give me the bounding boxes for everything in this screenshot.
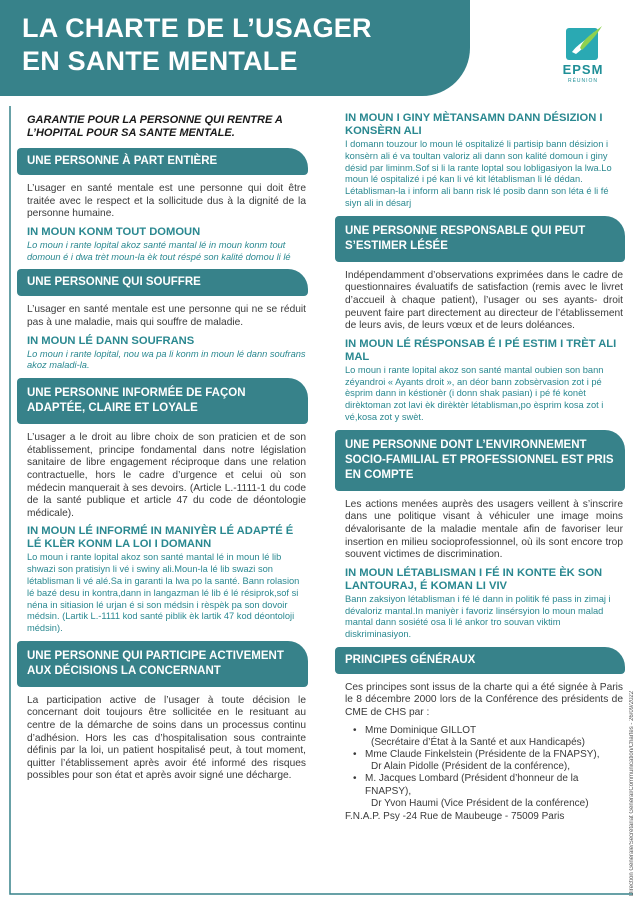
page-title bbox=[22, 12, 372, 78]
left-column bbox=[17, 114, 308, 788]
section-heading-principes: PRINCIPES GÉNÉRAUX bbox=[335, 647, 625, 674]
signatories-list bbox=[335, 725, 625, 810]
section-text: L’usager en santé mentale est une personne qui ne se réduit pas à une maladie, mais qui souffre de maladie. bbox=[27, 304, 306, 328]
section-heading-qui-souffre: UNE PERSONNE QUI SOUFFRE bbox=[17, 269, 308, 296]
right-column bbox=[335, 112, 625, 823]
creole-text: I domann touzour lo moun lé ospitalizé li partisip bann désizion i konsèrn ali é va toultan valoriz ali dann son kalité domoun i giny désid par liminm.Sof si li la rante loptal sou lobligasiyon la lwa.Lo moun lé ospitalizé i pé kan li vé kit létablisman li lé dédan. Létablisman-la i inform ali bann risk lé posib dann son léta é li fé siyn ali in désarj bbox=[345, 139, 612, 208]
section-text: L’usager en santé mentale est une personne qui doit être traitée avec le respect et la sollicitude dus à la dignité de la personne humaine. bbox=[27, 183, 306, 220]
creole-heading: IN MOUN LÉ RÉSPONSAB É I PÉ ESTIM I TRÈT ALI MAL bbox=[345, 337, 617, 363]
list-item: • Mme Dominique GILLOT bbox=[345, 725, 625, 737]
creole-heading: IN MOUN I GINY MÈTANSAMN DANN DÉSIZION I KONSÈRN ALI bbox=[345, 112, 603, 137]
logo-subtext: RÉUNION bbox=[567, 78, 599, 84]
list-item: Dr Alain Pidolle (Président de la conférence), bbox=[371, 761, 570, 773]
section-heading-informee: UNE PERSONNE INFORMÉE DE FAÇON ADAPTÉE, CLAIRE ET LOYALE bbox=[17, 378, 308, 424]
list-item: (Secrétaire d’État à la Santé et aux Handicapés) bbox=[371, 736, 586, 748]
epsm-logo bbox=[548, 22, 618, 98]
bird-logo-icon bbox=[558, 22, 606, 62]
section-heading-environnement: UNE PERSONNE DONT L’ENVIRONNEMENT SOCIO-FAMILIAL ET PROFESSIONNEL EST PRIS EN COMPTE bbox=[335, 430, 625, 491]
creole-text: Lo moun i rante lopital akoz santé mantal lé in moun konm tout domoun é i dwa trèt moun-la èk tout réspé son kalité domou li lé bbox=[27, 239, 291, 262]
list-item: • M. Jacques Lombard (Président d’honneur de la FNAPSY), bbox=[345, 773, 625, 797]
creole-heading: IN MOUN LÉ DANN SOUFRANS bbox=[27, 334, 195, 347]
section-text: Les actions menées auprès des usagers veillent à s’inscrire dans une politique visant à véhiculer une image moins dévalorisante de la maladie mentale afin de favoriser leur insertion en milieu socioprofessionnel, où ils sont encore trop souvent victimes de discrimination. bbox=[345, 498, 623, 561]
creole-heading: IN MOUN LÉ INFORMÉ IN MANIYÈR LÉ ADAPTÉ É LÉ KLÈR KONM LA LOI I DOMANN bbox=[27, 525, 294, 551]
creole-heading: IN MOUN KONM TOUT DOMOUN bbox=[27, 225, 201, 238]
creole-heading: IN MOUN LÉTABLISMAN I FÉ IN KONTE ÈK SON LANTOURAJ, É KOMAN LI VIV bbox=[345, 566, 603, 592]
creole-text: Lo moun i rante lopital akoz son santé mantal lé in moun lé lib shwazi son pratisiyn li vé i swiny ali.Moun-la lé lib swazi son létablisman li vé alé.Sa in garanti la lwa po la santé. Bann rolasion lé bazé desu in kontra,dann in langazman lé lib é lé résiprok,sof si néna in sitiasion lé urjan é si son médsin i rèspèk pa son dovoir médsin. (Lartik L.-1111 kod santé piblik èk lartik 47 kod déontoloji médsin). bbox=[27, 552, 300, 634]
creole-text: Bann zaksiyon létablisman i fé lé dann in politik fé pass in zimaj i dévaloriz mantal.In maniyèr i favoriz linsérsyion lo moun malad mantal dann sosiété osa li lé ankor tro souvan viktim diskriminasiyon. bbox=[345, 593, 611, 640]
section-text: Indépendamment d’observations exprimées dans le cadre de questionnaires évaluatifs de satisfaction (remis avec le livret d’accueil à chaque patient), l’usager ou ses ayants- droit peuvent faire part directement au directeur de l’établissement de leurs avis, de leurs vœux et de leurs doléances. bbox=[345, 269, 623, 332]
list-item: • Mme Claude Finkelstein (Présidente de la FNAPSY), bbox=[345, 749, 625, 761]
section-text: La participation active de l’usager à toute décision le concernant doit toujours être sollicitée en le resituant au centre de la démarche de soins dans un processus continu d’adhésion. Hors les cas d’hospitalisation sous contrainte définis par la loi, un patient hospitalisé peut, à tout moment, quitter l’établissement après avoir été informé des risques possibles pour son état et après avoir signé une décharge. bbox=[27, 694, 306, 782]
creole-text: Lo moun i rante lopital, nou wa pa li konm in moun lé dann soufrans akoz maladi-la. bbox=[27, 348, 306, 371]
intro-text: GARANTIE POUR LA PERSONNE QUI RENTRE A L’HOPITAL POUR SA SANTE MENTALE. bbox=[27, 114, 283, 139]
footer-address: F.N.A.P. Psy -24 Rue de Maubeuge - 75009 Paris bbox=[345, 811, 565, 823]
section-heading-responsable: UNE PERSONNE RESPONSABLE QUI PEUT S’ESTIMER LÉSÉE bbox=[335, 216, 625, 262]
list-item: Dr Yvon Haumi (Vice Président de la conférence) bbox=[371, 797, 589, 809]
side-note: Direction Générale/Secrétariat Général/Communication/Chartes - 26/09/2022 bbox=[629, 690, 635, 896]
logo-text: EPSM bbox=[562, 62, 604, 77]
section-text: Ces principes sont issus de la charte qui a été signée à Paris le 8 décembre 2000 lors de la Conférence des présidents de CME de CHS par : bbox=[345, 681, 623, 719]
title-line-1: LA CHARTE DE L’USAGER bbox=[22, 13, 372, 43]
section-text: L’usager a le droit au libre choix de son praticien et de son établissement, principe fondamental dans notre législation sanitaire de libre engagement réciproque dans une relation contractuelle, hors le cadre d’urgence et celui où son médecin manquerait à ses devoirs. (Article L.-1111-1 du code de la santé publique et article 47 du code de déontologie médicale). bbox=[27, 432, 306, 519]
section-heading-a-part-entiere: UNE PERSONNE À PART ENTIÈRE bbox=[17, 148, 308, 175]
creole-text: Lo moun i rante lopital akoz son santé mantal oubien son bann zéyandroi « Ayants droit », an déor bann zobsèrvasion zot i pé èsprim dann in késtionèr (i donn shak pasian) i pé fé konèt dirèktoman zot lavi èk dirèktèr létablisman,po èsprim kosa zot i vé,kosa zot y swèt. bbox=[345, 364, 604, 422]
title-line-2: EN SANTE MENTALE bbox=[22, 46, 298, 76]
section-heading-participe: UNE PERSONNE QUI PARTICIPE ACTIVEMENT AUX DÉCISIONS LA CONCERNANT bbox=[17, 641, 308, 687]
